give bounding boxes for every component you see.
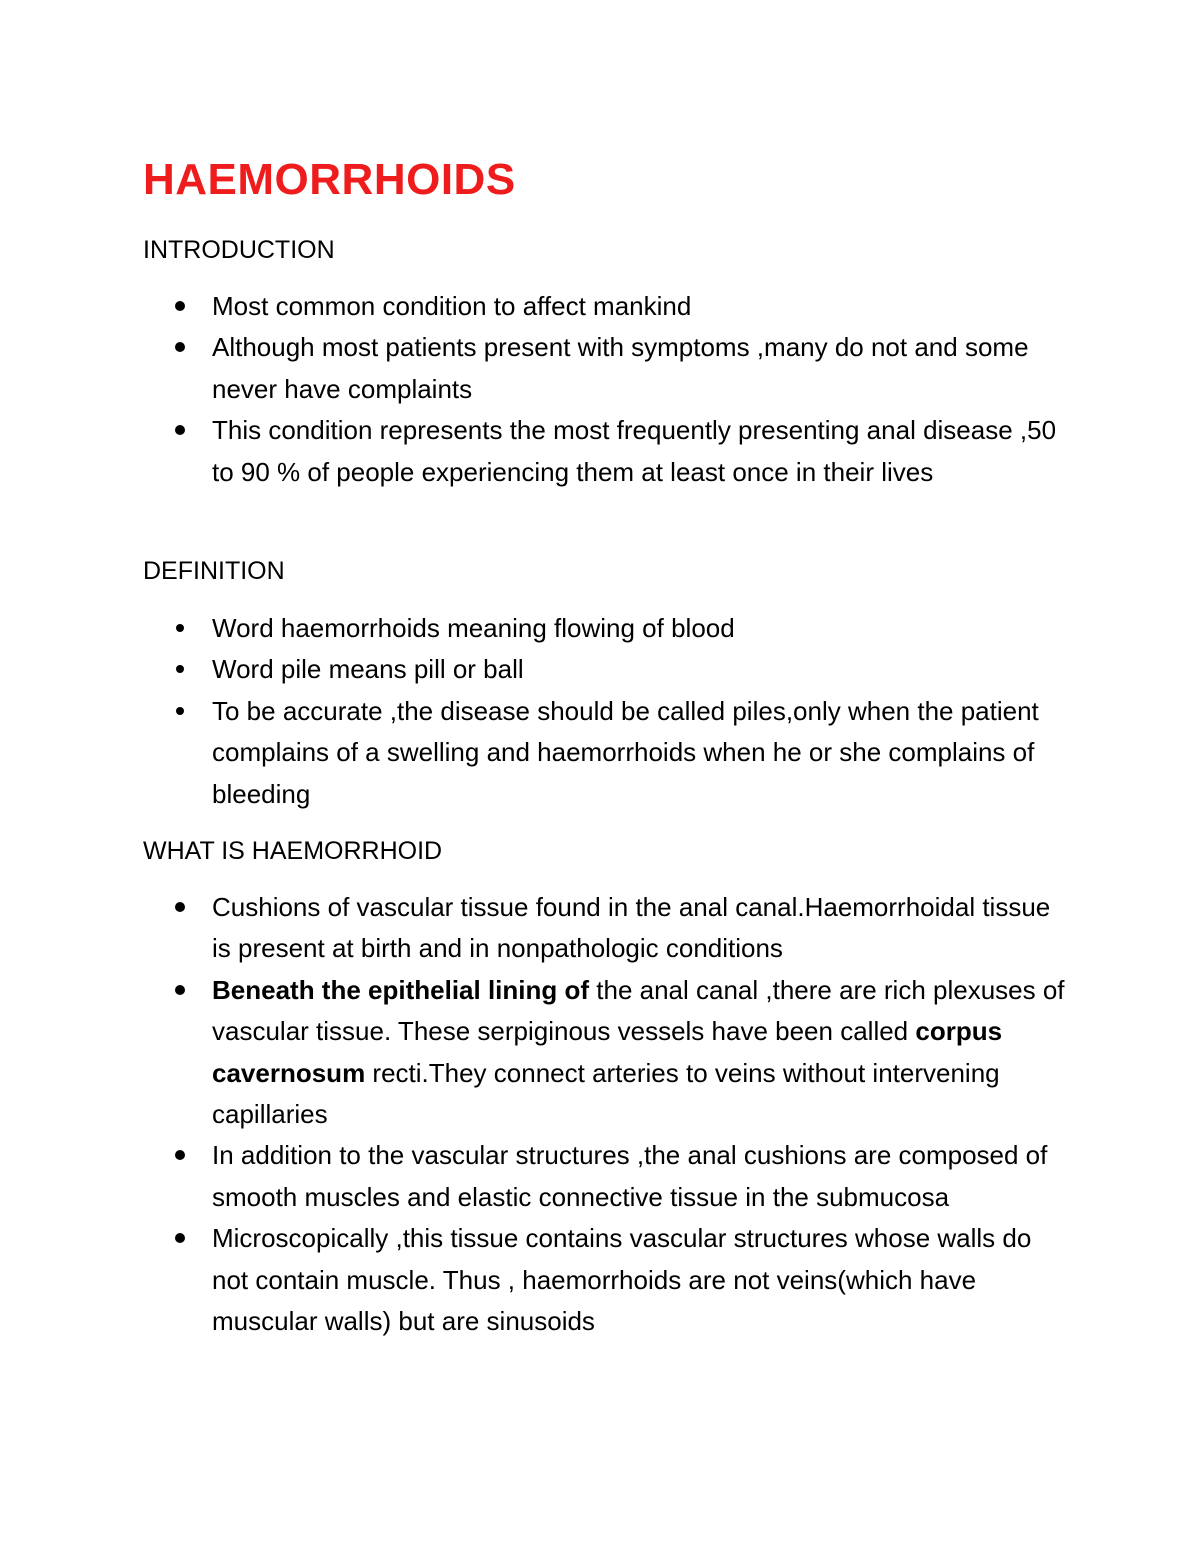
list-item: Cushions of vascular tissue found in the anal canal.Haemorrhoidal tissue is present at birth and in nonpathologic conditions	[0, 887, 1200, 970]
document-title: HAEMORRHOIDS	[143, 155, 516, 204]
list-item: In addition to the vascular structures ,the anal cushions are composed of smooth muscles and elastic connective tissue in the submucosa	[0, 1135, 1200, 1218]
list-item: Word pile means pill or ball	[0, 649, 1200, 690]
bullet-icon	[176, 624, 184, 632]
list-item: This condition represents the most frequently presenting anal disease ,50 to 90 % of people experiencing them at least once in their lives	[0, 410, 1200, 493]
bullet-icon	[175, 902, 185, 912]
bullet-icon	[175, 425, 185, 435]
list-item: Most common condition to affect mankind	[0, 286, 1200, 327]
section-heading-what-is-haemorrhoid: WHAT IS HAEMORRHOID	[143, 837, 443, 865]
list-item: Word haemorrhoids meaning flowing of blood	[0, 608, 1200, 649]
list-item: Beneath the epithelial lining of the anal canal ,there are rich plexuses of vascular tissue. These serpiginous vessels have been called corpus cavernosum recti.They connect arteries to veins without intervening capillaries	[0, 970, 1200, 1136]
section-heading-definition: DEFINITION	[143, 557, 285, 585]
bullet-icon	[175, 301, 185, 311]
what-is-haemorrhoid-list	[0, 887, 1200, 1342]
bullet-icon	[176, 665, 184, 673]
bullet-icon	[176, 707, 184, 715]
introduction-list	[0, 286, 1200, 493]
list-item: Although most patients present with symptoms ,many do not and some never have complaints	[0, 327, 1200, 410]
list-item: Microscopically ,this tissue contains vascular structures whose walls do not contain muscle. Thus , haemorrhoids are not veins(which have muscular walls) but are sinusoids	[0, 1218, 1200, 1342]
bullet-icon	[175, 1233, 185, 1243]
bullet-icon	[175, 985, 185, 995]
bullet-icon	[175, 1150, 185, 1160]
list-item: To be accurate ,the disease should be called piles,only when the patient complains of a swelling and haemorrhoids when he or she complains of bleeding	[0, 691, 1200, 815]
definition-list	[0, 608, 1200, 815]
bullet-icon	[175, 342, 185, 352]
section-heading-introduction: INTRODUCTION	[143, 236, 335, 264]
